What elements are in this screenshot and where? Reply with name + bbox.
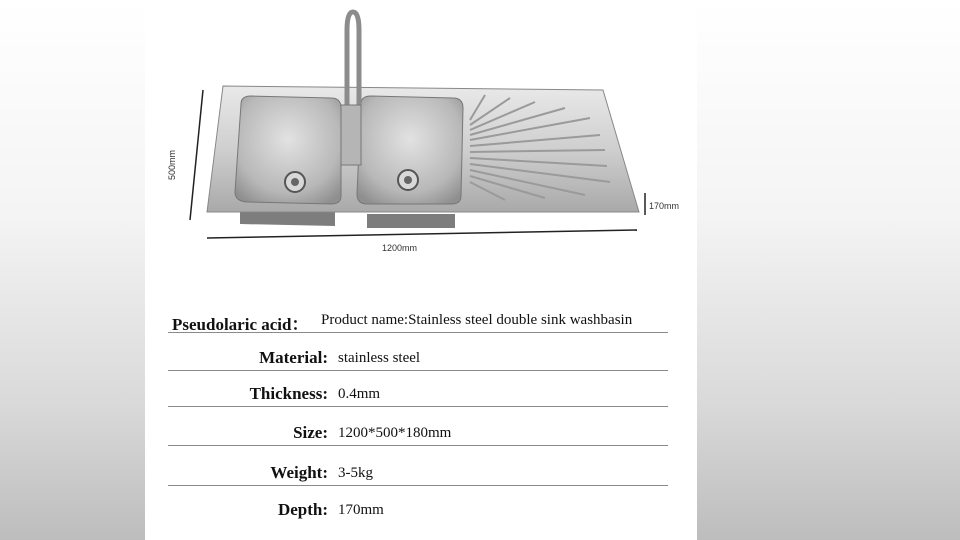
depth-label: 170mm: [649, 201, 680, 211]
height-label: 500mm: [167, 149, 177, 180]
sink-diagram: [145, 0, 697, 270]
spec-row-material: [168, 340, 668, 371]
width-dimension-line: [207, 230, 637, 238]
spec-value: 170mm: [338, 502, 384, 518]
product-card: [145, 0, 697, 540]
spec-label: Pseudolaric acid：: [172, 315, 309, 334]
spec-value: Product name:Stainless steel double sink washbasin: [321, 312, 633, 328]
right-drain-center: [404, 176, 412, 184]
spec-label: Depth:: [277, 500, 328, 519]
height-dimension-line: [190, 90, 203, 220]
spec-row-product-name: [168, 302, 668, 333]
spec-value: 3-5kg: [338, 465, 373, 481]
bowl-underside: [367, 214, 455, 228]
spec-value: 1200*500*180mm: [338, 425, 452, 441]
spec-label: Thickness:: [249, 384, 328, 403]
spec-row-thickness: [168, 376, 668, 407]
faucet-base: [341, 105, 361, 165]
spec-label: Weight:: [270, 463, 328, 482]
width-label: 1200mm: [382, 243, 418, 253]
spec-row-weight: [168, 455, 668, 486]
spec-row-depth: [168, 492, 668, 522]
sink-illustration: [145, 0, 697, 270]
spec-value: stainless steel: [338, 350, 421, 366]
spec-value: 0.4mm: [338, 386, 381, 402]
spec-row-size: [168, 415, 668, 446]
spec-label: Material:: [259, 348, 328, 367]
left-drain-center: [291, 178, 299, 186]
spec-label: Size:: [293, 423, 328, 442]
